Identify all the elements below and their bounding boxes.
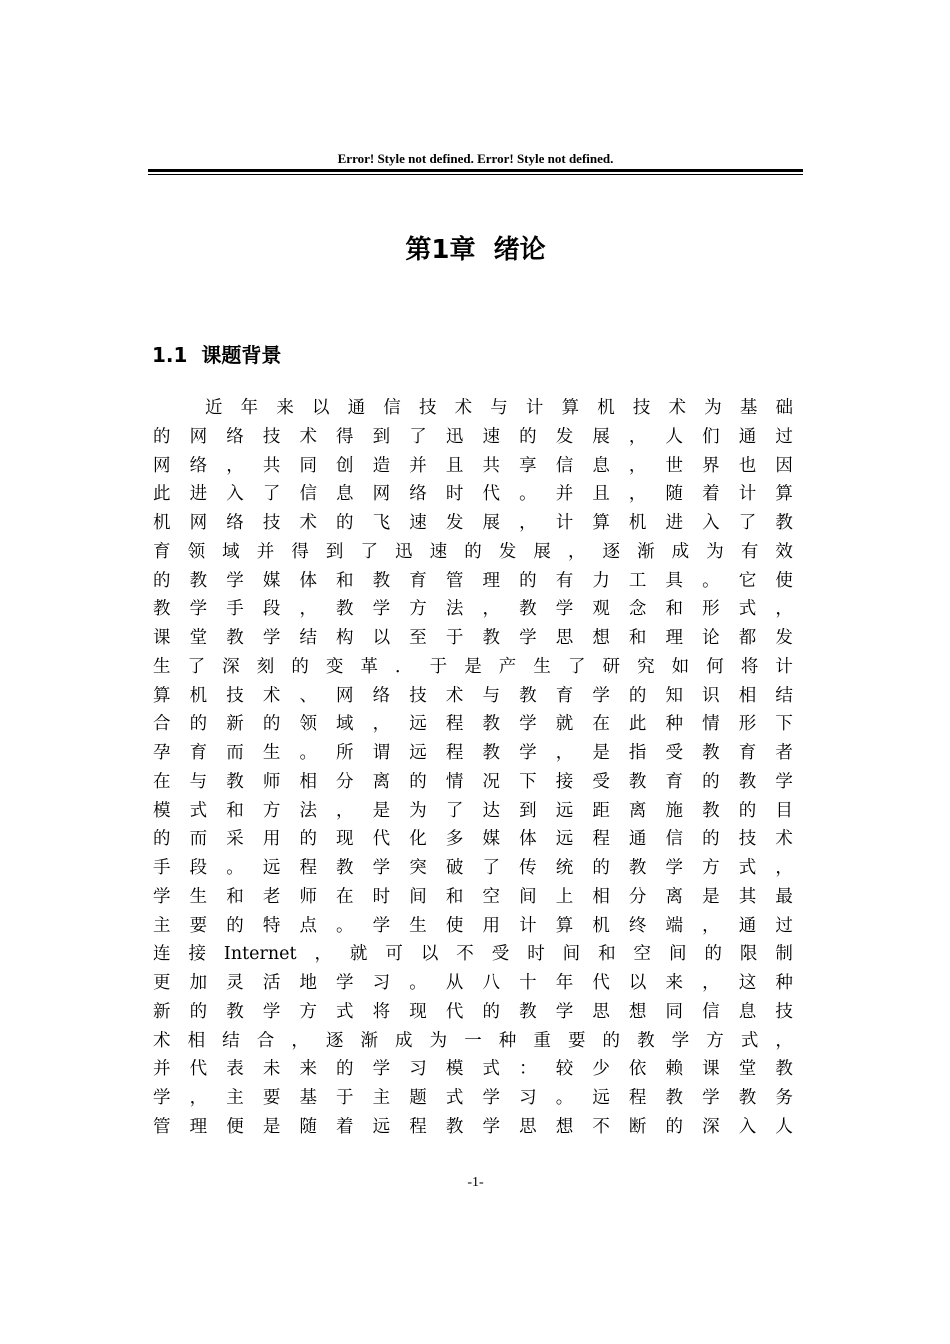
text-line: 的 教 学 媒 体 和 教 育 管 理 的 有 力 工 具 。 它 使 [153, 570, 793, 591]
text-line: 的 而 采 用 的 现 代 化 多 媒 体 远 程 通 信 的 技 术 [153, 829, 793, 850]
text-line: 育 领 域 并 得 到 了 迅 速 的 发 展 ， 逐 渐 成 为 有 效 [153, 541, 793, 562]
page-number: -1- [467, 1175, 484, 1190]
header-rule-thin [148, 174, 803, 175]
text-line: 学 ， 主 要 基 于 主 题 式 学 习 。 远 程 教 学 教 务 [153, 1088, 793, 1108]
text-line: 术 相 结 合 ， 逐 渐 成 为 一 种 重 要 的 教 学 方 式 ， [153, 1030, 793, 1051]
text-line: 学 生 和 老 师 在 时 间 和 空 间 上 相 分 离 是 其 最 [153, 886, 793, 907]
text-line: 并 代 表 未 来 的 学 习 模 式 ： 较 少 依 赖 课 堂 教 [153, 1059, 793, 1080]
text-line: 近 年 来 以 通 信 技 术 与 计 算 机 技 术 为 基 础 [205, 398, 793, 418]
text-line: 连 接 Internet ， 就 可 以 不 受 时 间 和 空 间 的 限 制 [153, 944, 793, 965]
text-line: 算 机 技 术 、 网 络 技 术 与 教 育 学 的 知 识 相 结 [153, 685, 793, 706]
text-line: 管 理 便 是 随 着 远 程 教 学 思 想 不 断 的 深 入 人 [153, 1116, 793, 1137]
text-line: 主 要 的 特 点 。 学 生 使 用 计 算 机 终 端 ， 通 过 [153, 915, 793, 936]
text-line: 生 了 深 刻 的 变 革 ． 于 是 产 生 了 研 究 如 何 将 计 [153, 656, 793, 677]
text-line: 孕 育 而 生 。 所 谓 远 程 教 学 ， 是 指 受 教 育 者 [153, 743, 793, 763]
running-header: Error! Style not defined. Error! Style not defined. [337, 151, 614, 166]
text-line: 的 网 络 技 术 得 到 了 迅 速 的 发 展 ， 人 们 通 过 [153, 426, 793, 447]
text-line: 模 式 和 方 法 ， 是 为 了 达 到 远 距 离 施 教 的 目 [153, 800, 793, 821]
text-line: 机 网 络 技 术 的 飞 速 发 展 ， 计 算 机 进 入 了 教 [153, 513, 793, 533]
text-line: 课 堂 教 学 结 构 以 至 于 教 学 思 想 和 理 论 都 发 [153, 628, 793, 648]
text-line: 新 的 教 学 方 式 将 现 代 的 教 学 思 想 同 信 息 技 [153, 1001, 793, 1022]
text-line: 此 进 入 了 信 息 网 络 时 代 。 并 且 ， 随 着 计 算 [153, 484, 793, 505]
text-line: 合 的 新 的 领 域 ， 远 程 教 学 就 在 此 种 情 形 下 [153, 714, 793, 735]
header-rule-thick [148, 169, 803, 172]
chapter-title: 第1章 绪论 [405, 235, 546, 265]
text-line: 教 学 手 段 ， 教 学 方 法 ， 教 学 观 念 和 形 式 ， [153, 599, 793, 620]
body-paragraph [153, 394, 793, 1142]
text-line: 网 络 ， 共 同 创 造 并 且 共 享 信 息 ， 世 界 也 因 [153, 455, 793, 476]
text-line: 更 加 灵 活 地 学 习 。 从 八 十 年 代 以 来 ， 这 种 [153, 973, 793, 993]
text-line: 手 段 。 远 程 教 学 突 破 了 传 统 的 教 学 方 式 ， [153, 858, 793, 878]
text-line: 在 与 教 师 相 分 离 的 情 况 下 接 受 教 育 的 教 学 [153, 771, 793, 792]
section-heading: 1.1 课题背景 [152, 343, 282, 367]
